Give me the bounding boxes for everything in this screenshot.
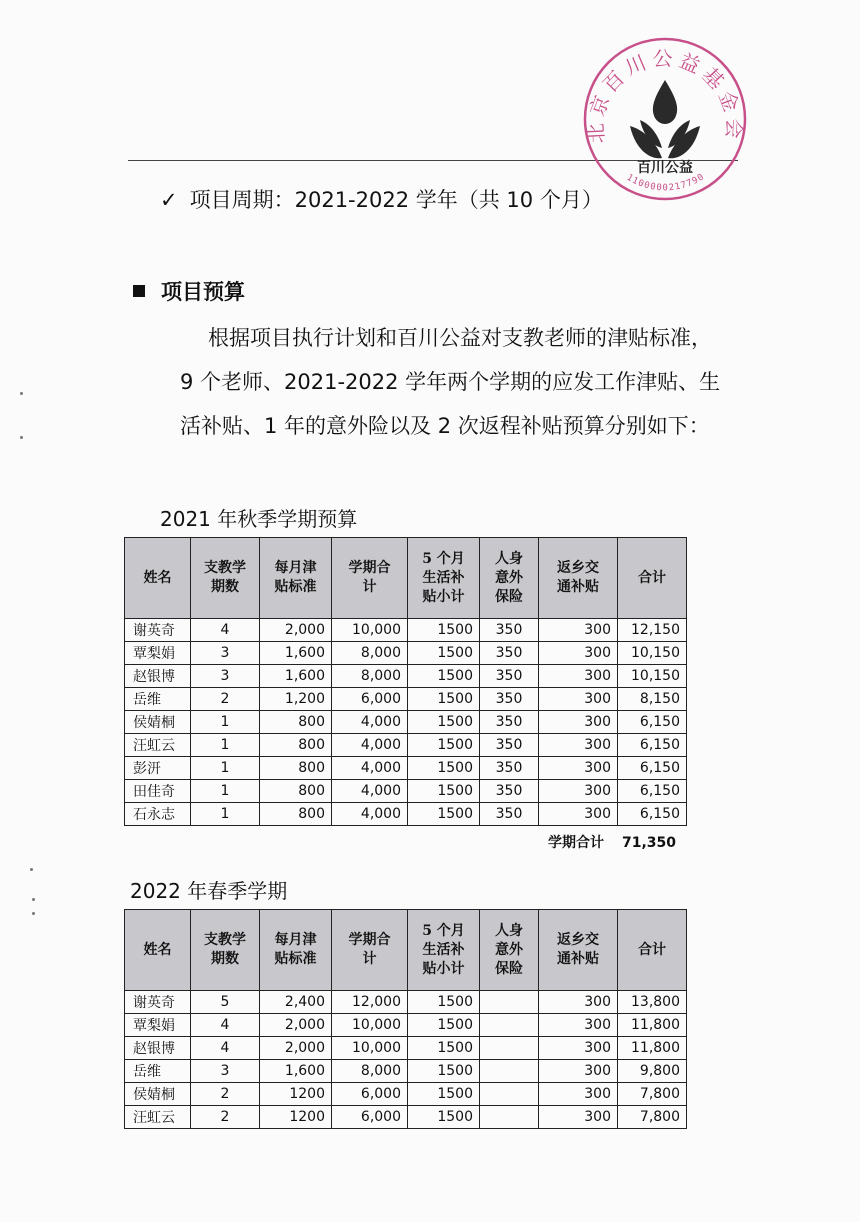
table-cell: 1,600 [260,642,332,665]
table-cell: 3 [191,1060,260,1083]
paragraph-line-3: 活补贴、1 年的意外险以及 2 次返程补贴预算分别如下： [180,414,710,438]
teacher-name-cell: 赵银博 [125,1037,191,1060]
table-cell: 1500 [408,734,480,757]
table-cell: 10,000 [332,1037,408,1060]
column-header: 支教学 期数 [191,538,260,619]
table-cell: 1500 [408,803,480,826]
table-cell: 1500 [408,1060,480,1083]
table-cell: 8,000 [332,1060,408,1083]
scan-speck [30,868,33,871]
table-cell: 1 [191,780,260,803]
table-cell: 300 [539,619,618,642]
column-header: 5 个月 生活补 贴小计 [408,910,480,991]
semester-total-value: 71,350 [622,835,677,851]
table-cell: 11,800 [618,1037,687,1060]
table-row [125,642,687,665]
seal-center-text: 百川公益 [637,160,693,176]
table-cell: 4 [191,619,260,642]
table-cell: 800 [260,803,332,826]
table-cell: 6,000 [332,1106,408,1129]
table-cell: 4 [191,1014,260,1037]
table-cell: 300 [539,734,618,757]
table-cell: 1,200 [260,688,332,711]
table-cell [480,1037,539,1060]
paragraph-line-2: 9 个老师、2021-2022 学年两个学期的应发工作津贴、生 [180,370,721,394]
table-cell: 1 [191,803,260,826]
teacher-name-cell: 覃梨娟 [125,1014,191,1037]
table-row [125,780,687,803]
semester-total [548,832,676,852]
square-bullet-icon [133,285,145,297]
project-period-text: 项目周期：2021-2022 学年（共 10 个月） [189,188,603,212]
table-cell: 1500 [408,780,480,803]
table-cell: 350 [480,803,539,826]
table-cell: 800 [260,780,332,803]
table-cell: 2,000 [260,1037,332,1060]
table-cell: 3 [191,665,260,688]
table-cell: 2 [191,688,260,711]
spring-budget-table [124,909,687,1129]
table-cell: 4,000 [332,803,408,826]
column-header: 每月津 贴标准 [260,538,332,619]
table-cell: 6,150 [618,757,687,780]
table-cell: 300 [539,688,618,711]
svg-text:1100000217790: 1100000217790 [624,171,707,194]
table-cell: 300 [539,711,618,734]
teacher-name-cell: 田佳奇 [125,780,191,803]
table-row [125,688,687,711]
table-cell: 300 [539,1060,618,1083]
table-cell: 300 [539,780,618,803]
foundation-seal-stamp [580,34,750,204]
semester-total-label: 学期合计 [548,835,604,851]
table-cell: 4,000 [332,757,408,780]
column-header: 学期合 计 [332,910,408,991]
table-cell: 10,150 [618,642,687,665]
table-cell: 1500 [408,688,480,711]
table-cell: 300 [539,991,618,1014]
column-header: 合计 [618,538,687,619]
table-cell: 300 [539,1014,618,1037]
table-cell: 300 [539,1037,618,1060]
teacher-name-cell: 彭汧 [125,757,191,780]
table-cell: 4,000 [332,711,408,734]
table-cell: 300 [539,1083,618,1106]
table-cell: 1500 [408,1106,480,1129]
table-cell [480,991,539,1014]
table-row [125,1060,687,1083]
table-cell: 350 [480,757,539,780]
table-row [125,711,687,734]
project-period-line [160,184,603,214]
table-row [125,665,687,688]
table-cell: 300 [539,803,618,826]
table-cell [480,1060,539,1083]
table-cell [480,1014,539,1037]
teacher-name-cell: 岳维 [125,688,191,711]
table-cell: 11,800 [618,1014,687,1037]
autumn-budget-table [124,537,687,826]
table-cell: 2 [191,1106,260,1129]
column-header: 姓名 [125,910,191,991]
table1-title: 2021 年秋季学期预算 [160,507,358,531]
table-cell: 1500 [408,619,480,642]
table-row [125,1037,687,1060]
column-header: 人身 意外 保险 [480,538,539,619]
table-cell: 350 [480,688,539,711]
table-header-row [125,910,687,991]
table-cell: 1500 [408,665,480,688]
table-row [125,734,687,757]
table-cell: 2,000 [260,619,332,642]
table-cell: 300 [539,665,618,688]
column-header: 返乡交 通补贴 [539,538,618,619]
table-cell: 350 [480,665,539,688]
table-cell: 1,600 [260,665,332,688]
teacher-name-cell: 谢英奇 [125,619,191,642]
table-cell: 1500 [408,991,480,1014]
table-cell: 6,150 [618,734,687,757]
table-cell: 6,000 [332,1083,408,1106]
table-cell: 2,000 [260,1014,332,1037]
table-cell: 1500 [408,1083,480,1106]
teacher-name-cell: 石永志 [125,803,191,826]
table-cell: 12,000 [332,991,408,1014]
table-cell: 4 [191,1037,260,1060]
table-cell: 12,150 [618,619,687,642]
table-cell: 300 [539,642,618,665]
table-row [125,1083,687,1106]
column-header: 5 个月 生活补 贴小计 [408,538,480,619]
column-header: 人身 意外 保险 [480,910,539,991]
table-cell: 800 [260,711,332,734]
table-cell: 2,400 [260,991,332,1014]
teacher-name-cell: 侯婧桐 [125,1083,191,1106]
column-header: 每月津 贴标准 [260,910,332,991]
table-cell: 300 [539,757,618,780]
table-cell: 1 [191,711,260,734]
teacher-name-cell: 谢英奇 [125,991,191,1014]
table-header-row [125,538,687,619]
column-header: 合计 [618,910,687,991]
table-cell: 10,150 [618,665,687,688]
table-cell: 6,000 [332,688,408,711]
table-row [125,1106,687,1129]
table-cell: 1200 [260,1083,332,1106]
table-cell: 1,600 [260,1060,332,1083]
table-cell: 350 [480,780,539,803]
scan-speck [32,912,35,915]
column-header: 学期合 计 [332,538,408,619]
table-cell: 4,000 [332,734,408,757]
table-row [125,1014,687,1037]
column-header: 返乡交 通补贴 [539,910,618,991]
table-row [125,991,687,1014]
teacher-name-cell: 汪虹云 [125,734,191,757]
teacher-name-cell: 覃梨娟 [125,642,191,665]
budget-intro-paragraph [180,316,740,448]
teacher-name-cell: 岳维 [125,1060,191,1083]
svg-text:北京百川公益基金会: 北京百川公益基金会 [583,46,747,145]
table-cell: 800 [260,757,332,780]
scan-speck [20,392,23,395]
table-cell: 10,000 [332,1014,408,1037]
paragraph-line-1: 根据项目执行计划和百川公益对支教老师的津贴标准， [208,326,712,350]
table-cell: 350 [480,711,539,734]
table2-title: 2022 年春季学期 [130,879,288,903]
table-row [125,757,687,780]
table-cell: 4,000 [332,780,408,803]
table-cell: 8,000 [332,665,408,688]
checkmark-icon: ✓ [160,188,178,212]
table-cell [480,1106,539,1129]
budget-heading-text: 项目预算 [161,280,245,304]
column-header: 支教学 期数 [191,910,260,991]
table-cell: 6,150 [618,803,687,826]
table-cell: 1 [191,734,260,757]
table-cell: 300 [539,1106,618,1129]
table-cell: 13,800 [618,991,687,1014]
table-cell [480,1083,539,1106]
table-cell: 6,150 [618,780,687,803]
table-cell: 6,150 [618,711,687,734]
table-cell: 1500 [408,1014,480,1037]
table-cell: 10,000 [332,619,408,642]
scan-speck [32,898,35,901]
table-cell: 1500 [408,711,480,734]
teacher-name-cell: 汪虹云 [125,1106,191,1129]
table-cell: 350 [480,734,539,757]
table-row [125,619,687,642]
table-cell: 1500 [408,1037,480,1060]
table-cell: 5 [191,991,260,1014]
table-cell: 1 [191,757,260,780]
budget-section-heading [133,276,245,306]
table-cell: 800 [260,734,332,757]
column-header: 姓名 [125,538,191,619]
scan-speck [20,436,23,439]
table-cell: 7,800 [618,1083,687,1106]
table-cell: 1500 [408,642,480,665]
table-cell: 350 [480,619,539,642]
teacher-name-cell: 赵银博 [125,665,191,688]
table-cell: 350 [480,642,539,665]
table-cell: 8,150 [618,688,687,711]
table-cell: 9,800 [618,1060,687,1083]
table-cell: 1500 [408,757,480,780]
table-cell: 3 [191,642,260,665]
table-cell: 2 [191,1083,260,1106]
table-row [125,803,687,826]
table-cell: 1200 [260,1106,332,1129]
table-cell: 7,800 [618,1106,687,1129]
table-cell: 8,000 [332,642,408,665]
teacher-name-cell: 侯婧桐 [125,711,191,734]
